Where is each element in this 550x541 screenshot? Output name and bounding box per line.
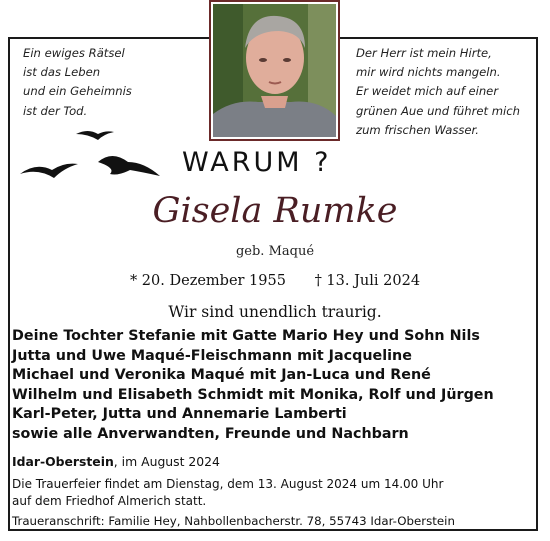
poem-line: grünen Aue und führet mich [356,103,520,118]
poem-line: mir wird nichts mangeln. [356,65,501,80]
mourner-line: Jutta und Uwe Maqué-Fleischmann mit Jacqueline [12,347,412,364]
funeral-info [12,476,443,510]
grief-line: Wir sind unendlich traurig. [168,303,382,321]
poem-left [23,44,132,121]
heading-warum: WARUM ? [182,147,332,178]
poem-line: und ein Geheimnis [23,84,132,99]
date-text: , im August 2024 [113,454,220,469]
poem-line: zum frischen Wasser. [356,122,479,137]
portrait-frame [209,0,340,141]
birth-name: geb. Maqué [235,244,315,259]
place: Idar-Oberstein [12,454,114,469]
poem-line: ist das Leben [23,65,101,80]
poem-line: Ein ewiges Rätsel [23,46,125,60]
mourners-list [12,327,494,444]
poem-line: Er weidet mich auf einer [356,84,499,99]
poem-line: Der Herr ist mein Hirte, [356,46,492,60]
flying-birds-icon [18,122,168,188]
poem-right [356,44,520,140]
funeral-line: auf dem Friedhof Almerich statt. [12,494,207,508]
mourner-line: sowie alle Anverwandten, Freunde und Nachbarn [12,425,409,442]
mourner-line: Michael und Veronika Maqué mit Jan-Luca und René [12,367,431,383]
birth-date: * 20. Dezember 1955 [129,273,286,289]
death-date: † 13. Juli 2024 [314,273,421,289]
poem-line: ist der Tod. [23,103,88,118]
mourner-line: Deine Tochter Stefanie mit Gatte Mario Hey und Sohn Nils [12,328,480,344]
life-dates [0,273,550,289]
mourning-address: Traueranschrift: Familie Hey, Nahbollenbacherstr. 78, 55743 Idar-Oberstein [12,514,455,528]
portrait-illustration [213,4,336,137]
mourner-line: Karl-Peter, Jutta und Annemarie Lamberti [12,406,347,422]
deceased-name: Gisela Rumke [152,191,398,231]
funeral-line: Die Trauerfeier findet am Dienstag, dem 13. August 2024 um 14.00 Uhr [12,477,444,491]
place-and-date [12,454,220,469]
mourner-line: Wilhelm und Elisabeth Schmidt mit Monika, Rolf und Jürgen [12,386,494,403]
portrait-photo [213,4,336,137]
